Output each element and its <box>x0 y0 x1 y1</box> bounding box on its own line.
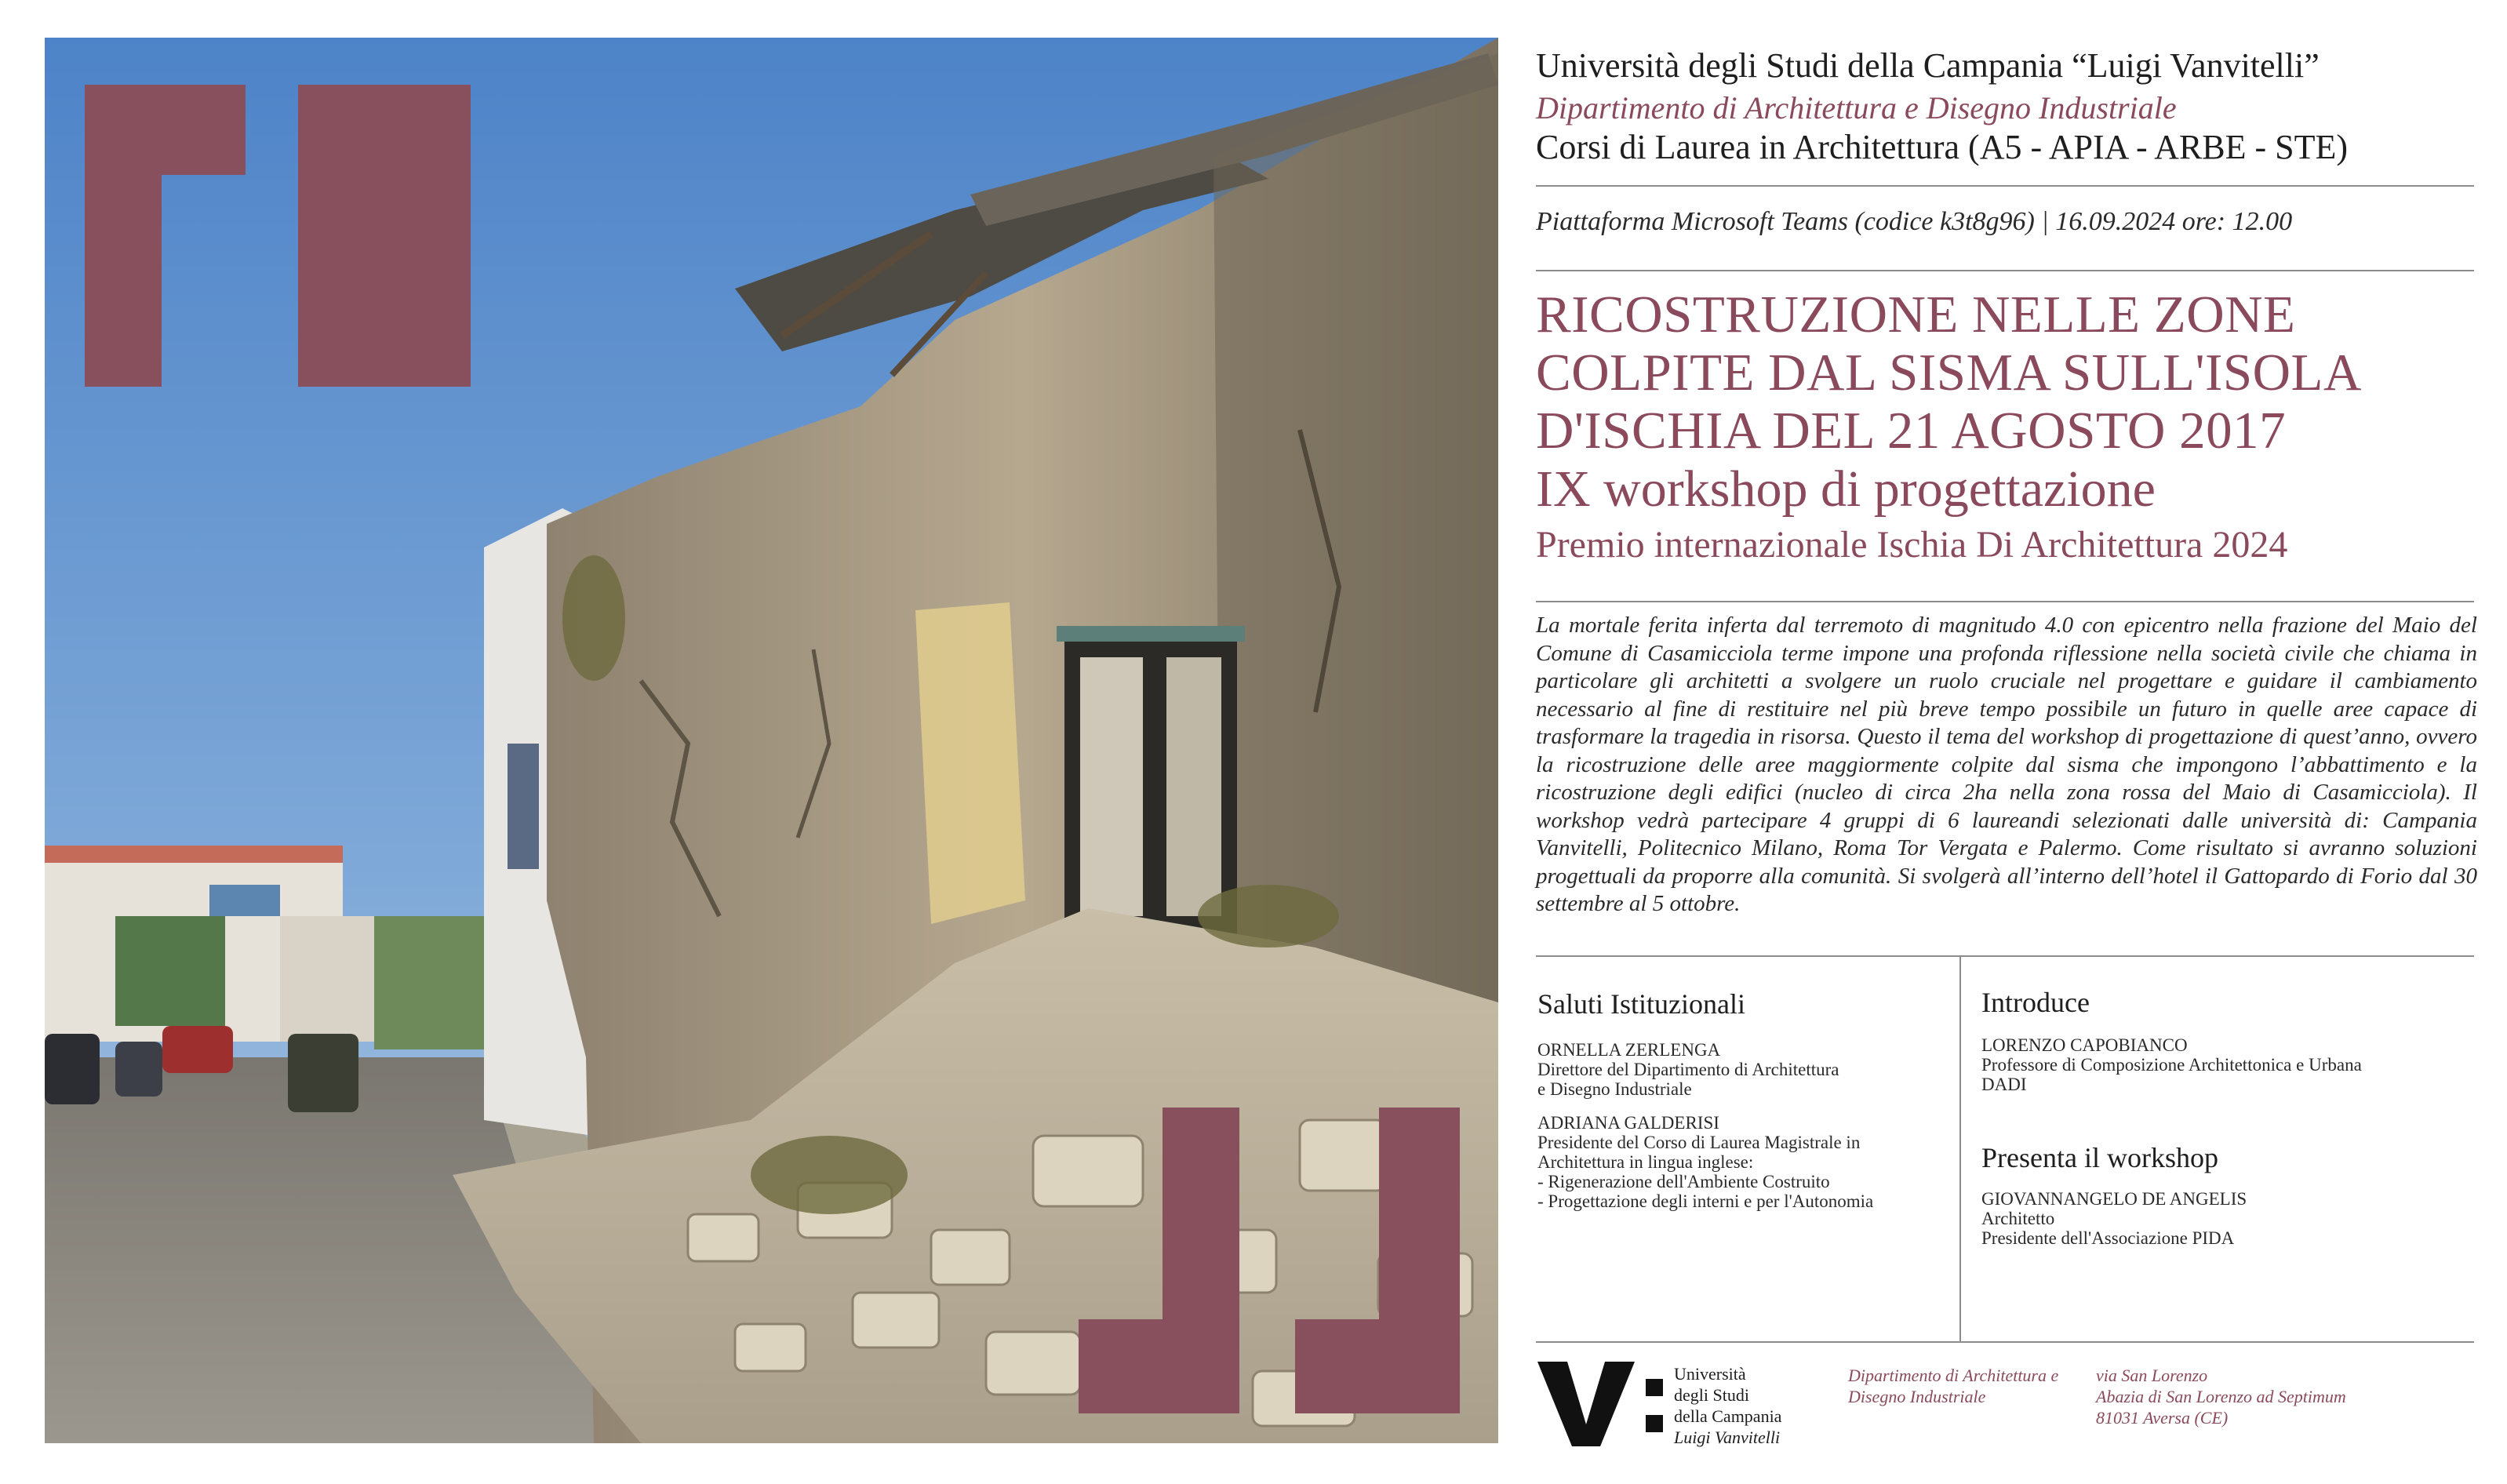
address-line: Abazia di San Lorenzo ad Septimum <box>2096 1387 2346 1406</box>
title-line: RICOSTRUZIONE NELLE ZONE <box>1536 286 2296 344</box>
dept-line: Dipartimento di Architettura e <box>1848 1366 2059 1385</box>
address-line: via San Lorenzo <box>2096 1366 2208 1385</box>
greetings-section <box>1537 987 1945 1211</box>
logo-text-line: degli Studi <box>1674 1385 1749 1405</box>
title-line: COLPITE DAL SISMA SULL'ISOLA <box>1536 344 2362 402</box>
dept-line: Disegno Industriale <box>1848 1387 1986 1406</box>
speaker-role: - Progettazione degli interni e per l'Autonomia <box>1537 1191 1874 1211</box>
speaker-role: Presidente dell'Associazione PIDA <box>1981 1228 2235 1248</box>
speaker-role: Presidente del Corso di Laurea Magistrale in <box>1537 1133 1861 1152</box>
close-quote-icon <box>1079 1108 1460 1413</box>
speaker-role: Architettura in lingua inglese: <box>1537 1152 1754 1172</box>
divider <box>1536 185 2474 187</box>
speaker-name: LORENZO CAPOBIANCO <box>1981 1035 2188 1055</box>
logo-text-line: della Campania <box>1674 1406 1782 1426</box>
workshop-subtitle: IX workshop di progettazione <box>1536 460 2156 518</box>
award-title: Premio internazionale Ischia Di Architettura 2024 <box>1536 524 2288 566</box>
speaker-name: GIOVANNANGELO DE ANGELIS <box>1981 1189 2247 1209</box>
title-line: D'ISCHIA DEL 21 AGOSTO 2017 <box>1536 402 2287 460</box>
speaker-role: e Disegno Industriale <box>1537 1079 1692 1099</box>
open-quote-icon <box>85 85 471 387</box>
speaker-role: - Rigenerazione dell'Ambiente Costruito <box>1537 1172 1830 1191</box>
logo-subtitle: Luigi Vanvitelli <box>1674 1428 1781 1447</box>
meeting-info: Piattaforma Microsoft Teams (codice k3t8g96) | 16.09.2024 ore: 12.00 <box>1536 207 2293 236</box>
speaker-de-angelis <box>1981 1189 2468 1248</box>
speaker-role: Direttore del Dipartimento di Architettura <box>1537 1060 1839 1079</box>
divider <box>1536 601 2474 602</box>
section-heading: Saluti Istituzionali <box>1537 988 1745 1020</box>
event-title <box>1536 286 2485 571</box>
speaker-capobianco <box>1981 1035 2468 1094</box>
event-description: La mortale ferita inferta dal terremoto di magnitudo 4.0 con epicentro nella frazione del Maio del Comune di Casamicciola terme impone una profonda riflessione nella società civile che chiama in particolare gli architetti a svolgere un ruolo cruciale nel progettare e guidare il cambiamento necessario al fine di restituire nel più breve tempo possibile un futuro in quelle aree capace di trasformare la tragedia in risorsa. Questo il tema del workshop di progettazione di quest’anno, ovvero la ricostruzione delle aree maggiormente colpite dal sisma che impongono l’abbattimento e la ricostruzione degli edifici (nucleo di circa 2ha nella zona rossa del Maio di Casamicciola). Il workshop vedrà partecipare 4 gruppi di 6 laureandi selezionati dalle università di: Campania Vanvitelli, Politecnico Milano, Roma Tor Vergata e Palermo. Come risultato si avranno soluzioni progettuali da proporre alla comunità. Si svolgerà all’interno dell’hotel il Gattopardo di Forio dal 30 settembre al 5 ottobre. <box>1536 613 2477 916</box>
speaker-role: Architetto <box>1981 1209 2055 1228</box>
university-name: Università degli Studi della Campania “Luigi Vanvitelli” <box>1536 46 2320 85</box>
footer-address <box>2096 1365 2346 1428</box>
v-logo-icon <box>1537 1357 1671 1451</box>
speaker-galderisi <box>1537 1113 1945 1211</box>
intro-section <box>1981 985 2468 1094</box>
divider <box>1536 955 2474 957</box>
section-heading: Introduce <box>1981 987 2090 1018</box>
speaker-role: DADI <box>1981 1075 2027 1094</box>
footer-university <box>1674 1363 1781 1448</box>
section-heading: Presenta il workshop <box>1981 1142 2218 1173</box>
logo-text-line: Università <box>1674 1364 1746 1384</box>
degree-courses: Corsi di Laurea in Architettura (A5 - APIA - ARBE - STE) <box>1536 128 2349 166</box>
footer-department <box>1848 1365 2058 1407</box>
speaker-name: ADRIANA GALDERISI <box>1537 1113 1719 1133</box>
divider <box>1536 270 2474 271</box>
address-line: 81031 Aversa (CE) <box>2096 1408 2229 1428</box>
speaker-zerlenga <box>1537 1040 1945 1099</box>
department-name: Dipartimento di Architettura e Disegno Industriale <box>1536 90 2177 125</box>
divider <box>1536 1341 2474 1343</box>
speaker-name: ORNELLA ZERLENGA <box>1537 1040 1721 1060</box>
column-divider <box>1959 957 1961 1341</box>
presenter-section <box>1981 1140 2468 1248</box>
speaker-role: Professore di Composizione Architettonica e Urbana <box>1981 1055 2362 1075</box>
